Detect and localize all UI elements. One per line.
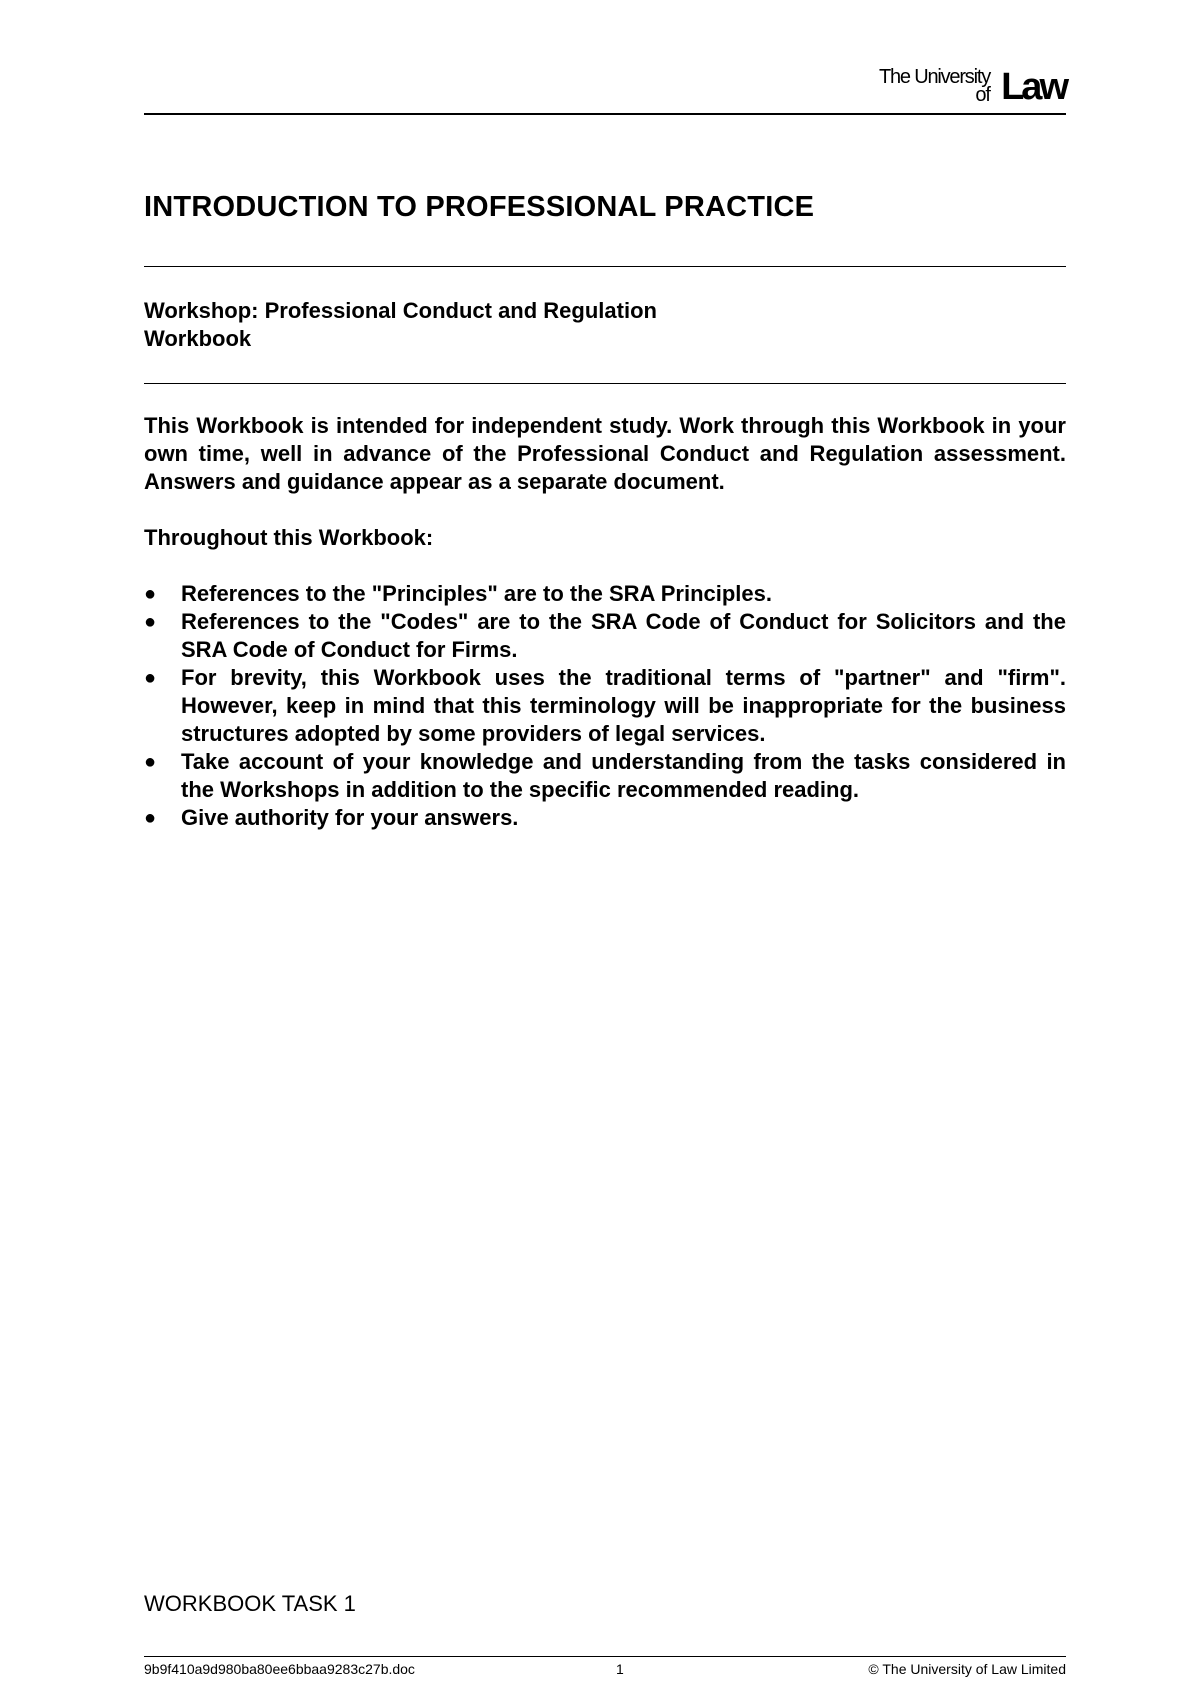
subtitle-divider bbox=[144, 383, 1066, 384]
footer-filename: 9b9f410a9d980ba80ee6bbaa9283c27b.doc bbox=[144, 1661, 415, 1677]
document-page bbox=[144, 0, 1066, 1698]
logo-text-the-university: The University bbox=[878, 66, 990, 88]
workshop-subtitle bbox=[144, 297, 657, 353]
list-item bbox=[144, 664, 1066, 748]
bullet-icon: ● bbox=[144, 583, 157, 605]
workbook-task-label: WORKBOOK TASK 1 bbox=[144, 1591, 356, 1616]
footer-copyright: © The University of Law Limited bbox=[868, 1661, 1066, 1677]
list-item-text: References to the "Codes" are to the SRA Code of Conduct for Solicitors and the SRA Code of Conduct for Firms. bbox=[181, 609, 1066, 662]
subtitle-line-1: Workshop: Professional Conduct and Regulation bbox=[144, 298, 657, 323]
subtitle-line-2: Workbook bbox=[144, 326, 252, 351]
logo-text-of: of bbox=[975, 84, 990, 106]
header-divider bbox=[144, 113, 1066, 115]
footer-divider bbox=[144, 1656, 1066, 1657]
list-item-text: For brevity, this Workbook uses the traditional terms of "partner" and "firm". However, keep in mind that this terminology will be inappropriate for the business structures adopted by some providers of legal services. bbox=[181, 665, 1066, 746]
bullet-icon: ● bbox=[144, 611, 157, 633]
list-item-text: Take account of your knowledge and understanding from the tasks considered in the Workshops in addition to the specific recommended reading. bbox=[181, 749, 1066, 802]
bullet-icon: ● bbox=[144, 667, 157, 689]
list-item bbox=[144, 580, 1066, 608]
list-item-text: References to the "Principles" are to the SRA Principles. bbox=[181, 581, 773, 606]
throughout-heading: Throughout this Workbook: bbox=[144, 525, 434, 550]
title-divider bbox=[144, 266, 1066, 267]
instruction-list bbox=[144, 580, 1066, 832]
list-item bbox=[144, 608, 1066, 664]
list-item bbox=[144, 748, 1066, 804]
list-item bbox=[144, 804, 1066, 832]
bullet-icon: ● bbox=[144, 807, 157, 829]
logo-text-law: Law bbox=[1001, 66, 1066, 108]
intro-paragraph: This Workbook is intended for independent study. Work through this Workbook in your own time, well in advance of the Professional Conduct and Regulation assessment. Answers and guidance appear as a separate document. bbox=[144, 413, 1066, 494]
bullet-icon: ● bbox=[144, 751, 157, 773]
document-title: INTRODUCTION TO PROFESSIONAL PRACTICE bbox=[144, 191, 815, 223]
list-item-text: Give authority for your answers. bbox=[181, 805, 519, 830]
footer-page-number: 1 bbox=[616, 1661, 624, 1677]
university-logo bbox=[856, 62, 1066, 108]
